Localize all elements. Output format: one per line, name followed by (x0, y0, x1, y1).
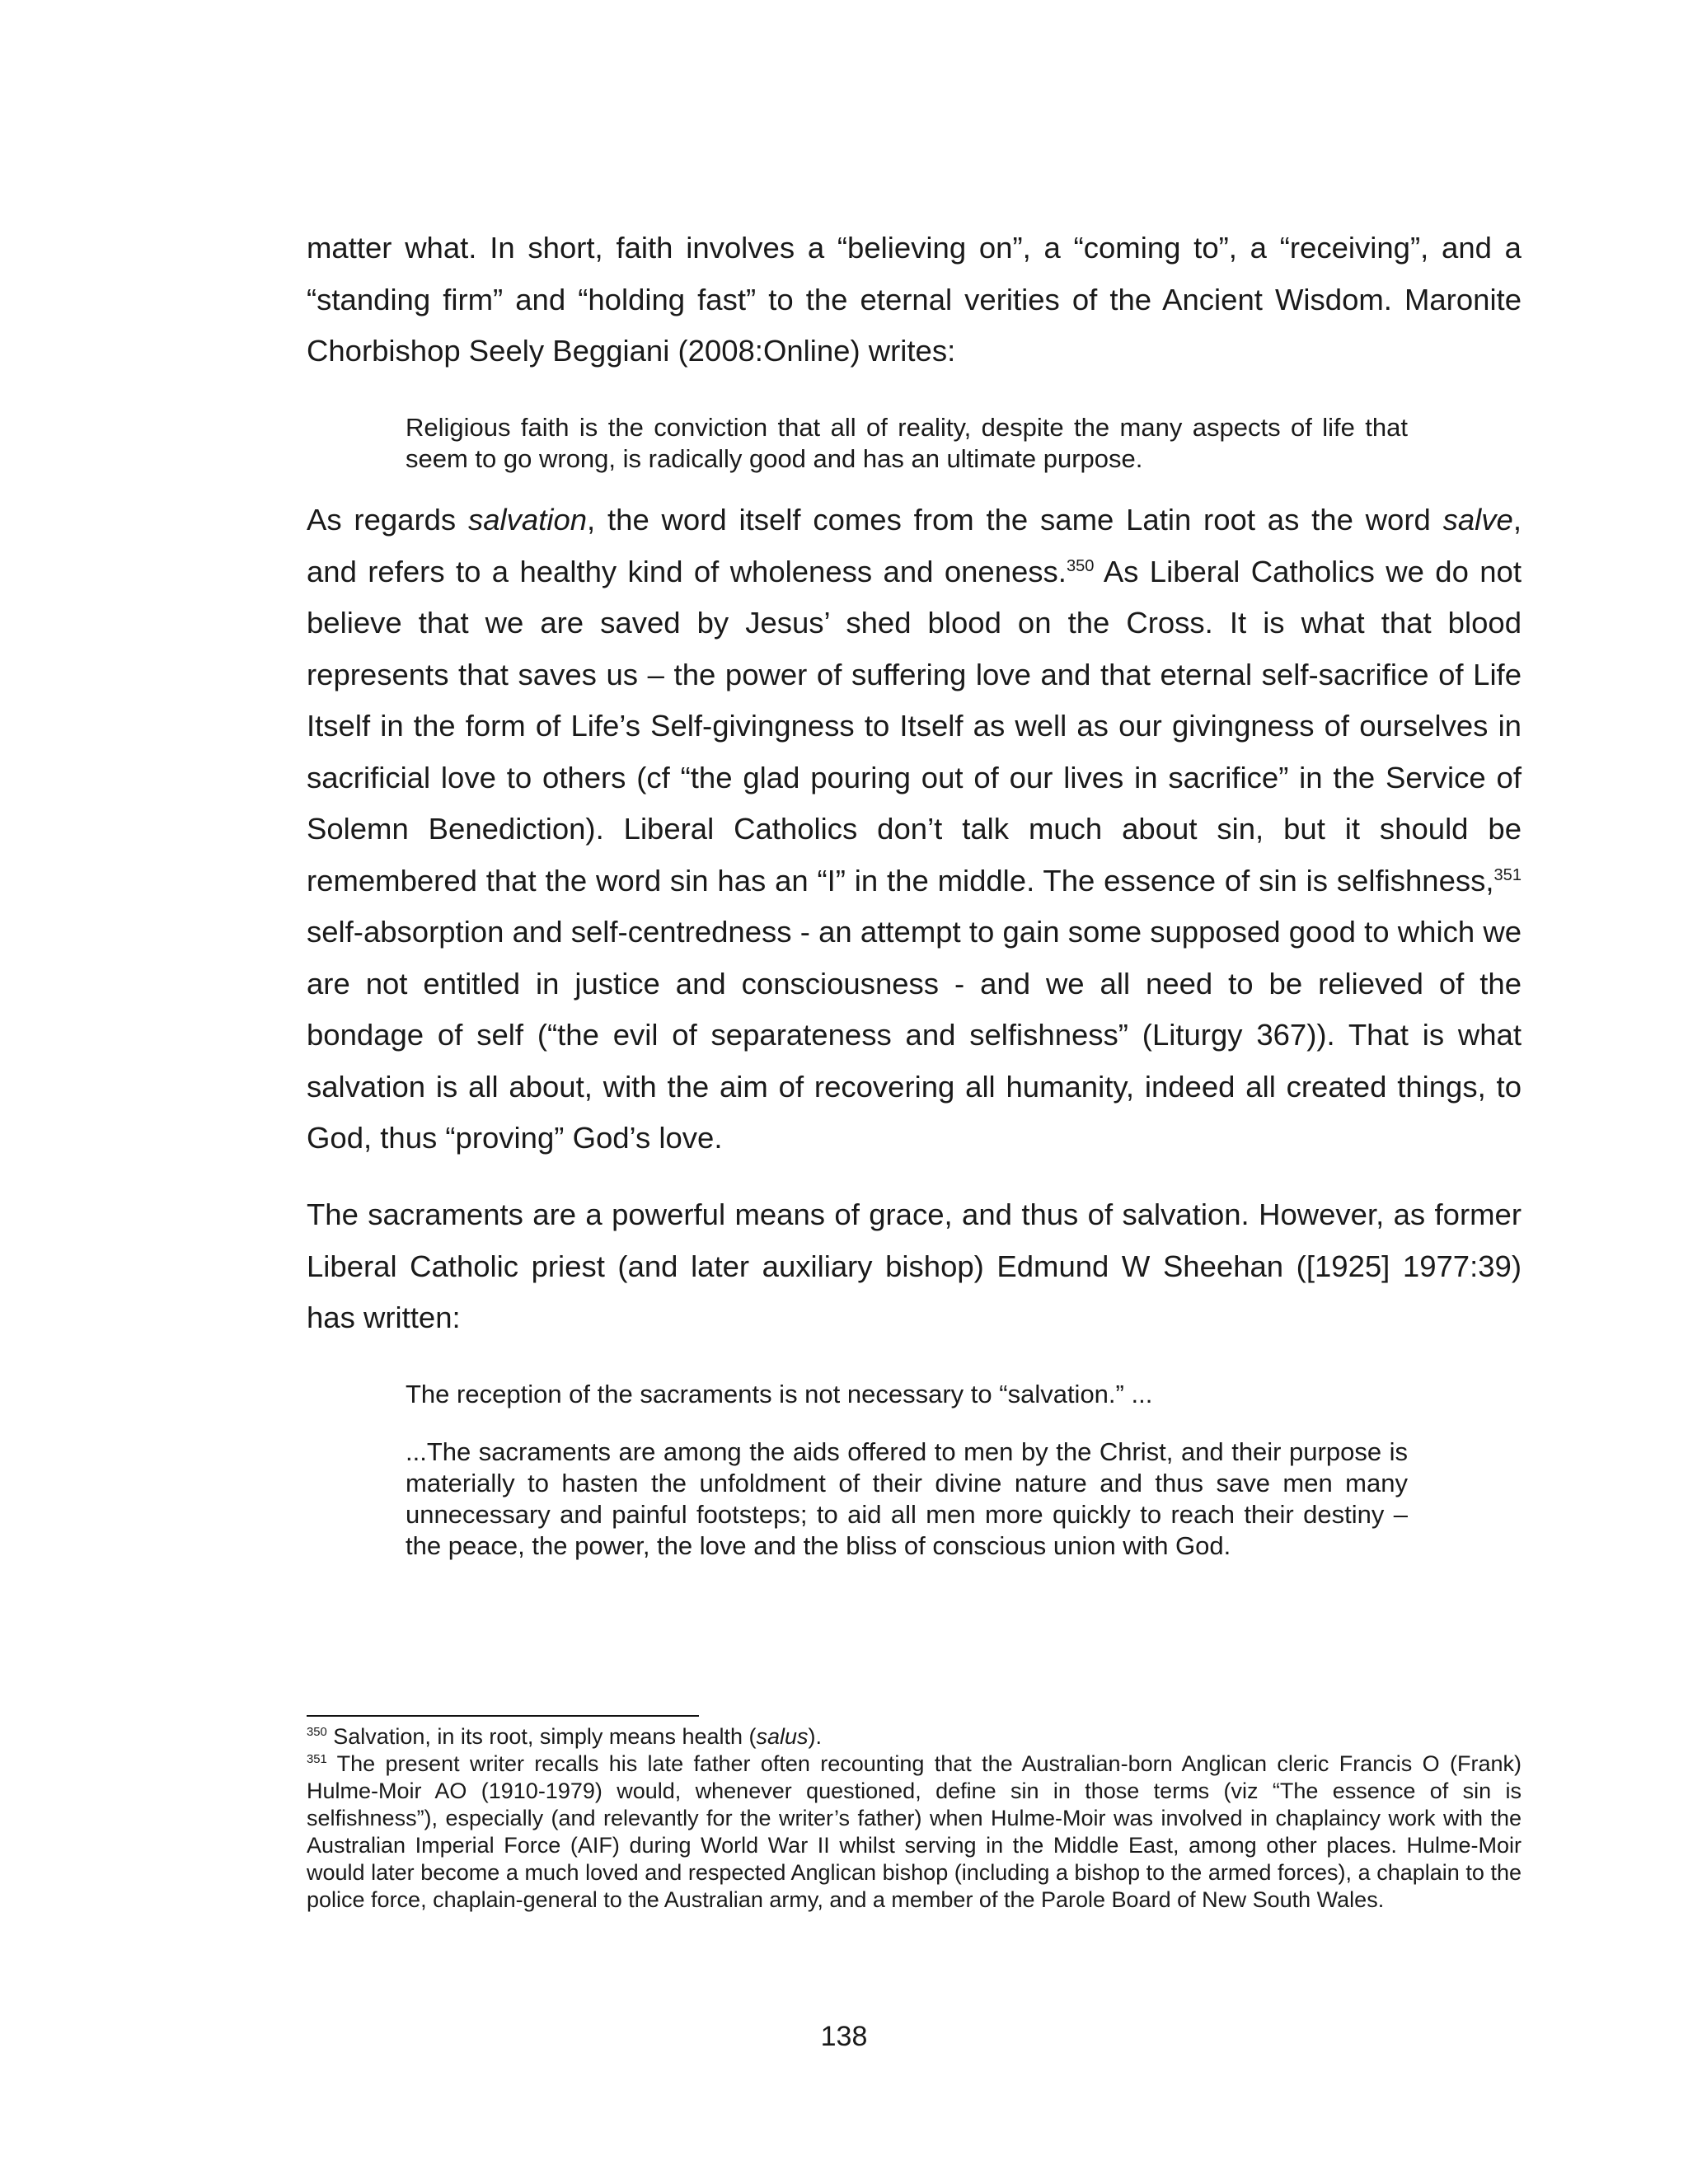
paragraph-text: matter what. In short, faith involves a “believing on”, a “coming to”, a “receiving”, and a “standing firm” and “holding fast” to the eternal verities of the Ancient Wisdom. Maronite Chorbishop Seely Beggiani (2008:Online) writes: (307, 231, 1522, 368)
body-paragraph-sacraments (307, 1189, 1522, 1344)
page-number: 138 (820, 2021, 868, 2052)
footnote-text: Salvation, in its root, simply means health ( (326, 1724, 757, 1749)
text-run: self-absorption and self-centredness - an attempt to gain some supposed good to which we are not entitled in justice and consciousness - and we all need to be relieved of the bondage of self (“the evil of separateness and selfishness” (Liturgy 367)). That is what salvation is all about, with the aim of recovering all humanity, indeed all created things, to God, thus “proving” God’s love. (307, 915, 1522, 1155)
block-quote-beggiani (406, 412, 1408, 475)
body-paragraph-salvation (307, 494, 1522, 1165)
footnote-351 (307, 1750, 1522, 1914)
quote-text: Religious faith is the conviction that all of reality, despite the many aspects of life that seem to go wrong, is radically good and has an ultimate purpose. (406, 413, 1408, 473)
footnote-separator (307, 1715, 699, 1717)
text-run: As Liberal Catholics we do not believe that we are saved by Jesus’ shed blood on the Cross. It is what that blood represents that saves us – the power of suffering love and that eternal self-sacrifice of Life Itself in the form of Life’s Self-givingness to Itself as well as our givingness of ourselves in sacrificial love to others (cf “the glad pouring out of our lives in sacrifice” in the Service of Solemn Benediction). Liberal Catholics don’t talk much about sin, but it should be remembered that the word sin has an “I” in the middle. The essence of sin is selfishness, (307, 554, 1522, 898)
footnote-mark: 351 (307, 1753, 327, 1766)
emphasis-salve: salve (1442, 503, 1513, 537)
text-run: As regards (307, 503, 468, 537)
footnote-350 (307, 1723, 1522, 1750)
text-run: , the word itself comes from the same Latin root as the word (587, 503, 1443, 537)
quote-text: The reception of the sacraments is not necessary to “salvation.” ... (406, 1380, 1153, 1408)
body-paragraph-faith (307, 223, 1522, 377)
emphasis-salus: salus (756, 1724, 809, 1749)
footnote-mark: 350 (307, 1726, 327, 1739)
footnote-ref-350[interactable]: 350 (1066, 556, 1095, 575)
footnote-text: ). (808, 1724, 823, 1749)
footnote-ref-351[interactable]: 351 (1493, 865, 1522, 884)
text-run: , and refers to a healthy kind of wholeness and oneness. (307, 503, 1522, 588)
emphasis-salvation: salvation (467, 503, 588, 537)
block-quote-sheehan-line2 (406, 1436, 1408, 1562)
footnote-text: The present writer recalls his late father often recounting that the Australian-born Anglican cleric Francis O (Frank) Hulme-Moir AO (1910-1979) would, whenever questioned, define sin in those terms (viz “The essence of sin is selfishness”), especially (and relevantly for the writer’s father) when Hulme-Moir was involved in chaplaincy work with the Australian Imperial Force (AIF) during World War II whilst serving in the Middle East, among other places. Hulme-Moir would later become a much loved and respected Anglican bishop (including a bishop to the armed forces), a chaplain to the police force, chaplain-general to the Australian army, and a member of the Parole Board of New South Wales. (307, 1751, 1522, 1912)
block-quote-sheehan-line1 (406, 1379, 1408, 1410)
paragraph-text: The sacraments are a powerful means of grace, and thus of salvation. However, as former Liberal Catholic priest (and later auxiliary bishop) Edmund W Sheehan ([1925] 1977:39) has written: (307, 1197, 1522, 1334)
quote-text: ...The sacraments are among the aids offered to men by the Christ, and their purpose is materially to hasten the unfoldment of their divine nature and thus save men many unnecessary and painful footsteps; to aid all men more quickly to reach their destiny – the peace, the power, the love and the bliss of conscious union with God. (406, 1437, 1408, 1560)
